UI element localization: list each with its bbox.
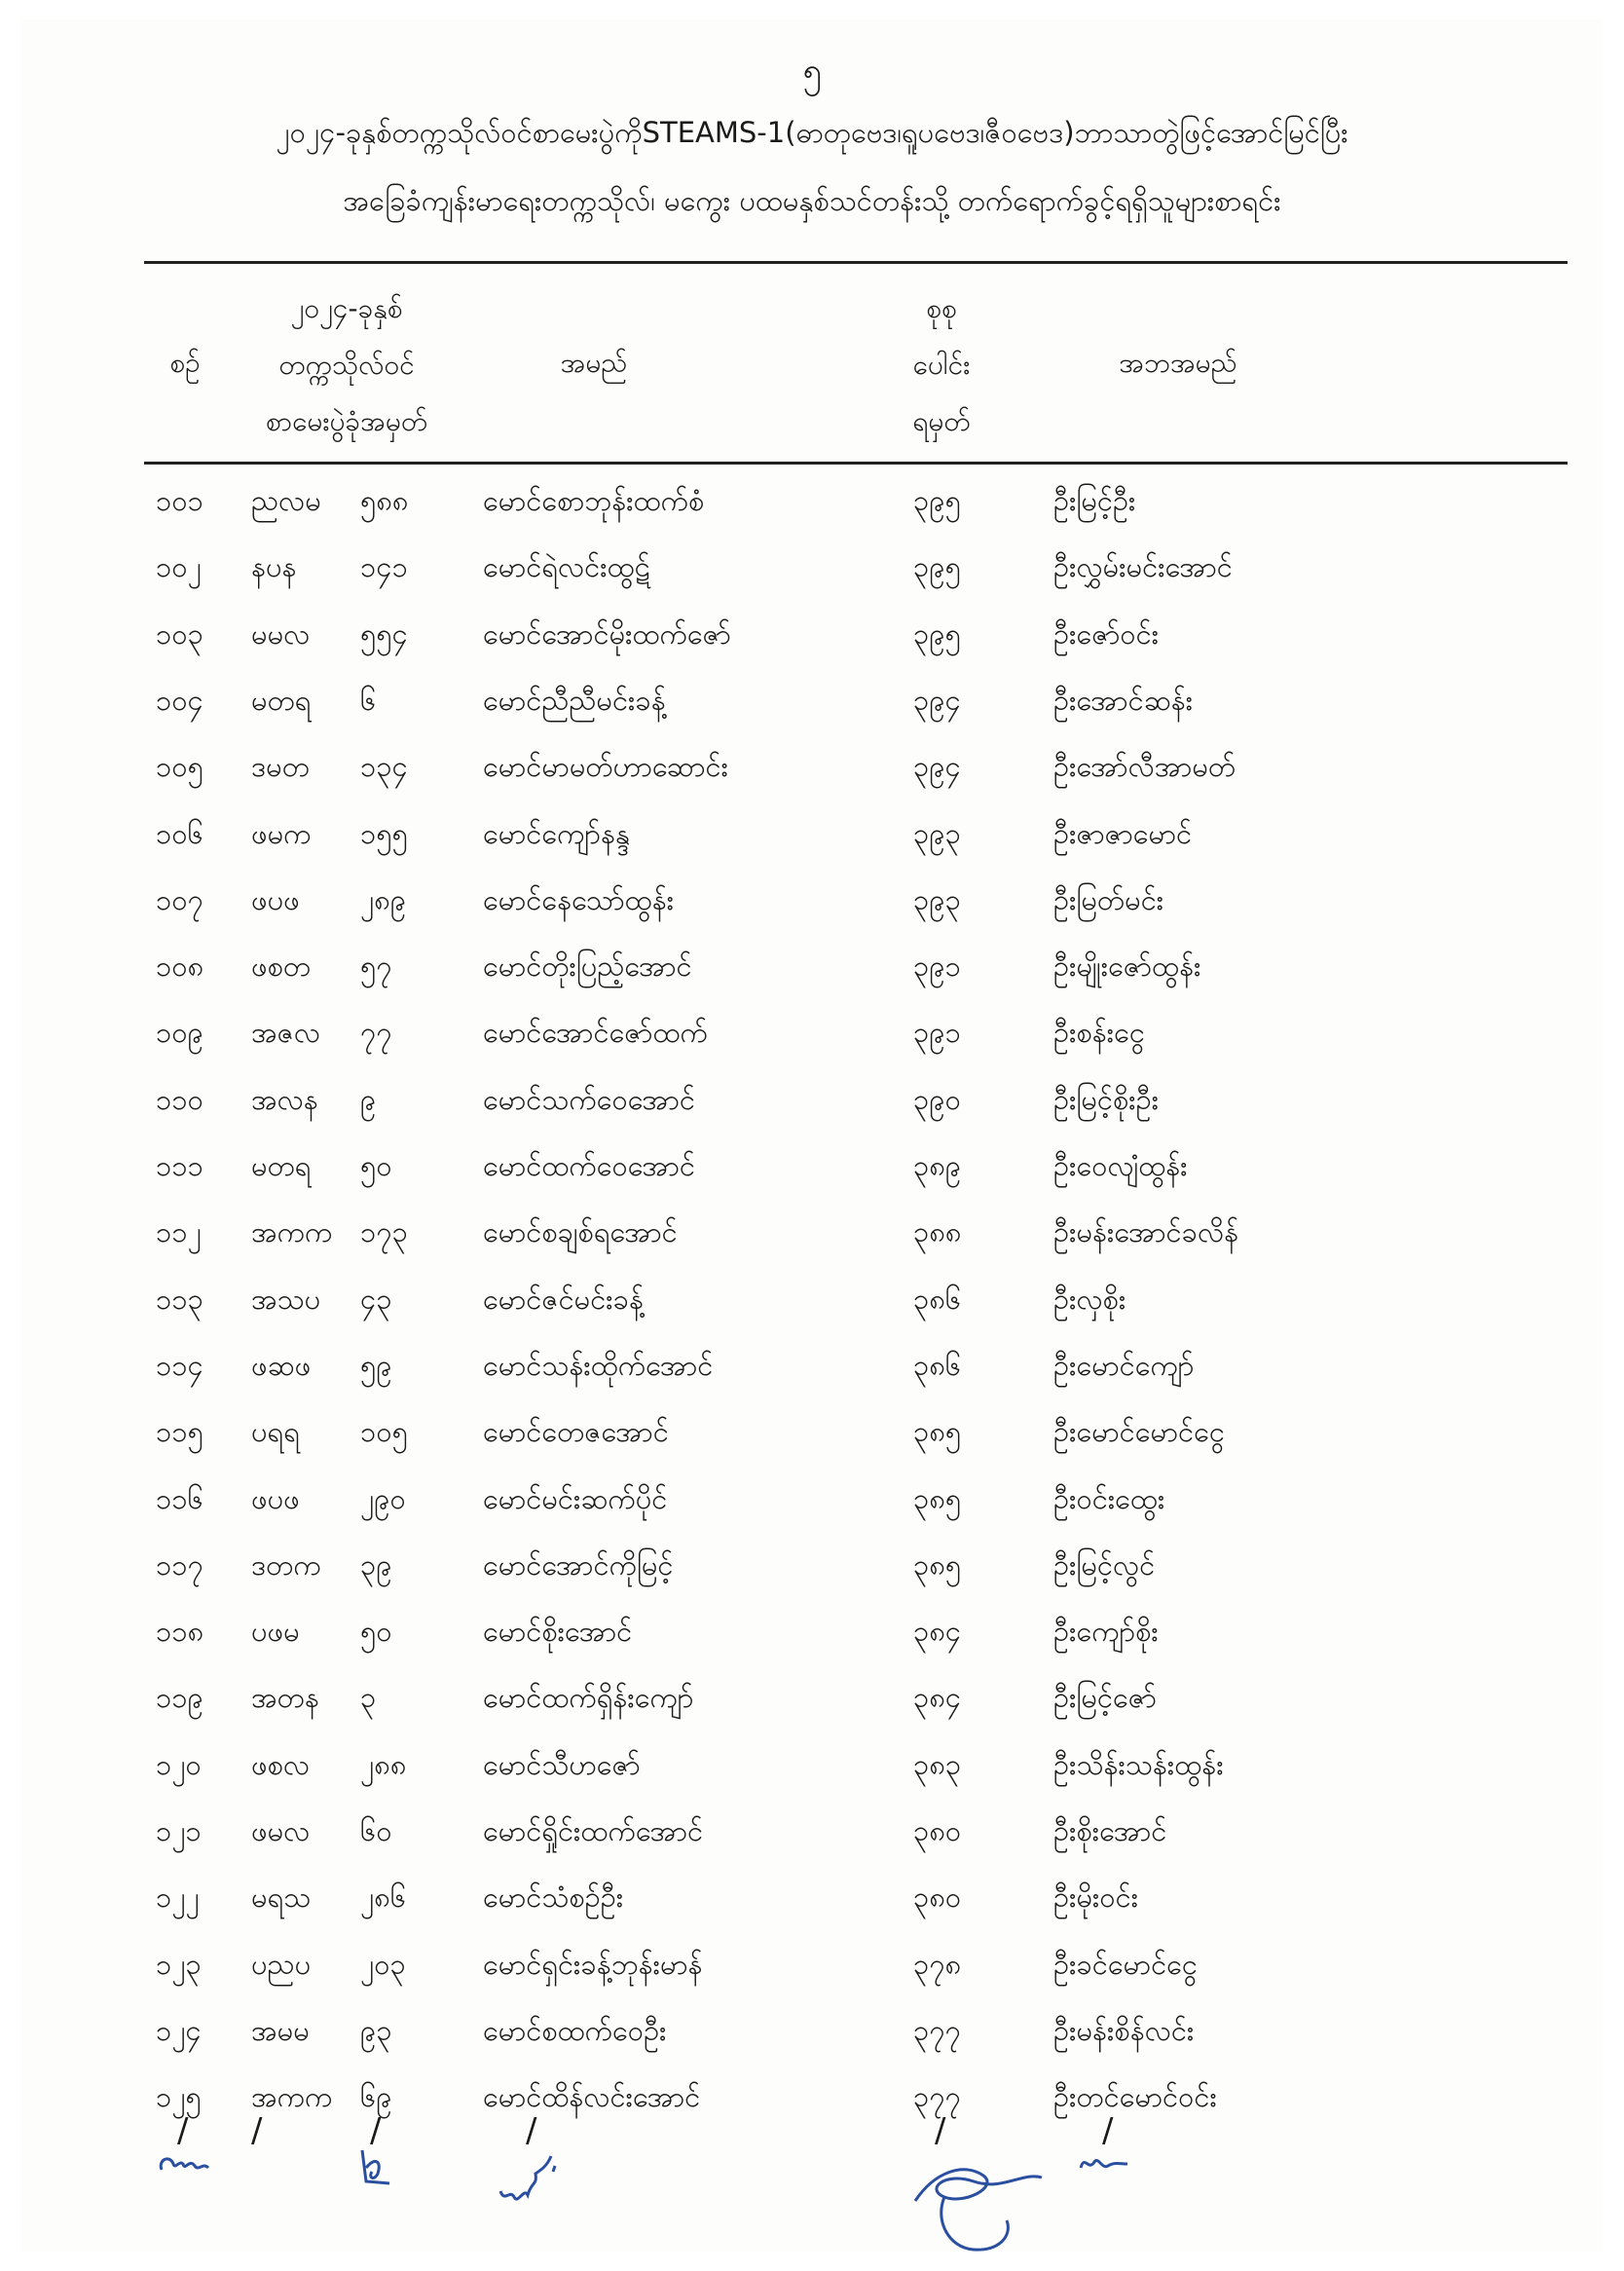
cell-total-marks: ၃၈၈ (913, 1215, 962, 1249)
cell-exam-code: မမလ (251, 616, 311, 651)
cell-exam-code: အလန (251, 1082, 318, 1116)
cell-total-marks: ၃၉၁ (913, 1016, 961, 1050)
cell-father-name: ဦးမြင့်ဦး (1053, 484, 1136, 517)
cell-index: ၁၀၅ (156, 750, 203, 784)
table-row (0, 1266, 1624, 1332)
header-marks-line1: စုစု (926, 292, 957, 324)
cell-father-name: ဦးမြင့်ဇော် (1053, 1681, 1157, 1715)
cell-father-name: ဦးမောင်မောင်ငွေ (1053, 1415, 1225, 1449)
header-marks-line2: ပေါင်း (912, 349, 971, 381)
table-row (0, 1731, 1624, 1798)
cell-exam-code: အတန (251, 1681, 319, 1715)
cell-total-marks: ၃၉၁ (913, 949, 961, 984)
signature-initials-3 (495, 2142, 572, 2211)
table-row (0, 667, 1624, 733)
cell-exam-code: ဖမလ (251, 1814, 311, 1847)
table-row (0, 1332, 1624, 1398)
header-exam-no-line1: ၂၀၂၄-ခုနှစ် (290, 292, 403, 324)
cell-exam-code: ဖဆဖ (251, 1348, 312, 1382)
table-row (0, 601, 1624, 667)
cell-exam-number: ၃၉ (360, 1547, 392, 1582)
cell-index: ၁၁၆ (156, 1481, 203, 1515)
cell-total-marks: ၃၈၅ (913, 1481, 962, 1515)
table-row (0, 1532, 1624, 1598)
cell-exam-number: ၆၀ (360, 1814, 392, 1847)
cell-index: ၁၁၅ (156, 1415, 203, 1449)
table-row (0, 1864, 1624, 1930)
cell-father-name: ဦးဝင်းထွေး (1053, 1481, 1165, 1515)
cell-exam-code: ဒမတ (251, 750, 310, 784)
cell-exam-number: ၂၈၉ (360, 882, 407, 916)
cell-index: ၁၂၀ (156, 1747, 202, 1781)
page-number: ၅ (802, 52, 822, 91)
cell-name: မောင်မင်းဆက်ပိုင် (483, 1481, 668, 1515)
cell-name: မောင်ရဲလင်းထွဋ် (483, 550, 650, 584)
cell-exam-code: နပန (251, 550, 297, 584)
cell-total-marks: ၃၈၃ (913, 1747, 962, 1781)
signature-tick: / (177, 2111, 189, 2150)
cell-index: ၁၁၇ (156, 1547, 203, 1582)
cell-exam-code: ဖပဖ (251, 1481, 300, 1515)
signature-initials-2 (352, 2139, 401, 2197)
cell-total-marks: ၃၈၄ (913, 1681, 962, 1715)
cell-exam-number: ၂၀၃ (360, 1947, 406, 1981)
cell-father-name: ဦးအောင်ဆန်း (1053, 683, 1194, 717)
cell-name: မောင်နေသော်ထွန်း (483, 882, 675, 916)
cell-exam-code: ဖမက (251, 816, 312, 850)
cell-total-marks: ၃၇၇ (913, 2080, 961, 2114)
cell-name: မောင်စိုးအောင် (483, 1615, 633, 1649)
cell-exam-number: ၁၅၅ (360, 816, 408, 850)
header-father-name: အဘအမည် (1119, 347, 1237, 379)
cell-name: မောင်သက်ဝေအောင် (483, 1082, 696, 1116)
cell-father-name: ဦးမြင့်လွင် (1053, 1547, 1156, 1582)
table-row (0, 1133, 1624, 1199)
table-row (0, 999, 1624, 1065)
cell-father-name: ဦးမိုးဝင်း (1053, 1880, 1139, 1915)
table-row (0, 800, 1624, 867)
cell-name: မောင်သီဟဇော် (483, 1747, 641, 1781)
cell-exam-number: ၅၉ (360, 1348, 392, 1382)
cell-exam-code: မတရ (251, 1149, 312, 1182)
table-row (0, 1798, 1624, 1864)
cell-exam-number: ၅၇ (360, 949, 392, 984)
cell-index: ၁၀၉ (156, 1016, 203, 1050)
cell-total-marks: ၃၇၈ (913, 1947, 962, 1981)
cell-total-marks: ၃၈၄ (913, 1615, 962, 1649)
cell-exam-number: ၁၃၄ (360, 750, 408, 784)
cell-total-marks: ၃၈၆ (913, 1348, 962, 1382)
cell-index: ၁၁၈ (156, 1615, 204, 1649)
cell-exam-code: ဒတက (251, 1547, 321, 1582)
cell-index: ၁၁၃ (156, 1282, 203, 1316)
header-index: စဉ် (169, 347, 201, 379)
cell-exam-number: ၆ (360, 683, 377, 717)
cell-father-name: ဦးဇာဇာမောင် (1053, 816, 1193, 850)
cell-total-marks: ၃၉၀ (913, 1082, 961, 1116)
cell-father-name: ဦးဝေလျံထွန်း (1053, 1149, 1188, 1182)
cell-index: ၁၀၁ (156, 484, 203, 517)
cell-exam-number: ၁၇၃ (360, 1215, 408, 1249)
cell-exam-number: ၃ (360, 1681, 377, 1715)
table-row (0, 467, 1624, 534)
cell-index: ၁၀၇ (156, 882, 203, 916)
cell-total-marks: ၃၈၀ (913, 1814, 962, 1847)
cell-father-name: ဦးသိန်းသန်းထွန်း (1053, 1747, 1224, 1781)
cell-exam-code: ပညပ (251, 1947, 312, 1981)
header-exam-no-line2: တက္ကသိုလ်ဝင် (278, 349, 415, 381)
cell-exam-code: မတရ (251, 683, 312, 717)
table-row (0, 933, 1624, 999)
cell-father-name: ဦးမောင်ကျော် (1053, 1348, 1195, 1382)
cell-exam-number: ၅၀ (360, 1615, 392, 1649)
cell-name: မောင်အောင်ကိုမြင့် (483, 1547, 674, 1582)
table-row (0, 1997, 1624, 2064)
cell-father-name: ဦးကျော်စိုး (1053, 1615, 1159, 1649)
cell-father-name: ဦးမန်းစိန်လင်း (1053, 2013, 1195, 2047)
cell-exam-number: ၂၉၀ (360, 1481, 406, 1515)
cell-total-marks: ၃၉၃ (913, 882, 961, 916)
cell-exam-number: ၁၀၅ (360, 1415, 408, 1449)
cell-index: ၁၁၂ (156, 1215, 202, 1249)
cell-total-marks: ၃၈၅ (913, 1547, 962, 1582)
cell-index: ၁၂၂ (156, 1880, 200, 1915)
cell-name: မောင်ညီညီမင်းခန့် (483, 683, 666, 717)
cell-name: မောင်သန်းထိုက်အောင် (483, 1348, 714, 1382)
cell-father-name: ဦးလှစိုး (1053, 1282, 1126, 1316)
table-row (0, 1466, 1624, 1532)
cell-exam-number: ၅၈၈ (360, 484, 409, 517)
cell-total-marks: ၃၉၅ (913, 550, 961, 584)
cell-name: မောင်အောင်မိုးထက်ဇော် (483, 616, 731, 651)
cell-exam-number: ၅၅၄ (360, 616, 408, 651)
cell-index: ၁၀၂ (156, 550, 202, 584)
table-row (0, 1598, 1624, 1664)
cell-father-name: ဦးစန်းငွေ (1053, 1016, 1145, 1050)
cell-total-marks: ၃၈၆ (913, 1282, 962, 1316)
cell-total-marks: ၃၉၅ (913, 616, 961, 651)
signature-initials-1 (156, 2142, 214, 2181)
cell-index: ၁၀၈ (156, 949, 204, 984)
cell-father-name: ဦးလွှမ်းမင်းအောင် (1053, 550, 1233, 584)
cell-index: ၁၂၅ (156, 2080, 202, 2114)
cell-exam-code: ညလမ (251, 484, 321, 517)
table-header-rule (144, 462, 1568, 465)
cell-exam-number: ၁၄၁ (360, 550, 408, 584)
cell-total-marks: ၃၉၄ (913, 683, 961, 717)
table-row (0, 1199, 1624, 1265)
table-row (0, 1664, 1624, 1731)
cell-total-marks: ၃၉၄ (913, 750, 961, 784)
cell-exam-number: ၂၈၆ (360, 1880, 407, 1915)
signature-tick: / (370, 2111, 382, 2150)
header-exam-no-line3: စာမေးပွဲခုံအမှတ် (265, 405, 428, 437)
cell-exam-number: ၅၀ (360, 1149, 392, 1182)
cell-name: မောင်ထိန်လင်းအောင် (483, 2080, 701, 2114)
cell-total-marks: ၃၈၀ (913, 1880, 962, 1915)
table-row (0, 1066, 1624, 1133)
cell-index: ၁၁၁ (156, 1149, 203, 1182)
cell-exam-number: ၉၃ (360, 2013, 392, 2047)
cell-exam-code: ဖစလ (251, 1747, 311, 1781)
header-name: အမည် (560, 347, 628, 379)
table-row (0, 1931, 1624, 1997)
cell-exam-number: ၆၉ (360, 2080, 392, 2114)
table-row (0, 733, 1624, 800)
cell-name: မောင်စထက်ဝေဦး (483, 2013, 667, 2047)
table-top-rule (144, 261, 1568, 264)
cell-exam-code: အသပ (251, 1282, 321, 1316)
cell-father-name: ဦးမြင့်စိုးဦး (1053, 1082, 1160, 1116)
cell-name: မောင်ရှိုင်းထက်အောင် (483, 1814, 704, 1847)
cell-name: မောင်ဇင်မင်းခန့် (483, 1282, 644, 1316)
cell-index: ၁၀၃ (156, 616, 203, 651)
cell-total-marks: ၃၈၉ (913, 1149, 962, 1182)
signature-tick: / (935, 2111, 946, 2150)
cell-exam-code: အကက (251, 2080, 333, 2114)
cell-total-marks: ၃၈၅ (913, 1415, 962, 1449)
table-row (0, 867, 1624, 933)
cell-exam-code: ပဖမ (251, 1615, 300, 1649)
cell-name: မောင်တေဇအောင် (483, 1415, 669, 1449)
title-line-2: အခြေခံကျန်းမာရေးတက္ကသိုလ်၊ မကွေး ပထမနှစ်သင်တန်းသို့ တက်ရောက်ခွင့်ရရှိသူများစာရင်း (343, 184, 1281, 217)
cell-father-name: ဦးမြတ်မင်း (1053, 882, 1164, 916)
cell-exam-code: ဖစတ (251, 949, 312, 984)
cell-exam-code: မရသ (251, 1880, 312, 1915)
cell-name: မောင်မာမတ်ဟာဆောင်း (483, 750, 728, 784)
cell-name: မောင်ကျော်နန္ဒ (483, 816, 630, 850)
cell-exam-code: အဇလ (251, 1016, 321, 1050)
signature-ticks (0, 2111, 1624, 2150)
cell-father-name: ဦးမန်းအောင်ခလိန် (1053, 1215, 1239, 1249)
cell-name: မောင်ထက်ဝေအောင် (483, 1149, 696, 1182)
cell-index: ၁၂၁ (156, 1814, 202, 1847)
cell-exam-code: ပရရ (251, 1415, 300, 1449)
table-row (0, 534, 1624, 600)
cell-index: ၁၁၉ (156, 1681, 203, 1715)
cell-index: ၁၂၃ (156, 1947, 202, 1981)
cell-name: မောင်ထက်ရှိန်းကျော် (483, 1681, 694, 1715)
cell-exam-code: ဖပဖ (251, 882, 300, 916)
cell-father-name: ဦးခင်မောင်ငွေ (1053, 1947, 1199, 1981)
cell-exam-number: ၂၈၈ (360, 1747, 407, 1781)
cell-name: မောင်ရှင်းခန့်ဘုန်းမာန် (483, 1947, 703, 1981)
cell-exam-code: အမမ (251, 2013, 310, 2047)
cell-father-name: ဦးစိုးအောင် (1053, 1814, 1167, 1847)
signature-tick: / (526, 2111, 537, 2150)
cell-index: ၁၁၄ (156, 1348, 203, 1382)
cell-total-marks: ၃၉၅ (913, 484, 961, 517)
table-row (0, 1398, 1624, 1465)
cell-father-name: ဦးအော်လီအာမတ် (1053, 750, 1236, 784)
cell-father-name: ဦးဇော်ဝင်း (1053, 616, 1160, 651)
header-marks-line3: ရမှတ် (912, 405, 971, 437)
cell-exam-number: ၉ (360, 1082, 377, 1116)
title-line-1: ၂၀၂၄-ခုနှစ်တက္ကသိုလ်ဝင်စာမေးပွဲကိုSTEAMS-1(ဓာတုဗေဒ၊ရူပဗေဒ၊ဇီဝဗေဒ)ဘာသာတွဲဖြင့်အောင်မြင်ပြီး (276, 116, 1348, 149)
cell-father-name: ဦးတင်မောင်ဝင်း (1053, 2080, 1217, 2114)
cell-name: မောင်သံစဉ်ဦး (483, 1880, 624, 1915)
cell-index: ၁၂၄ (156, 2013, 202, 2047)
cell-total-marks: ၃၉၃ (913, 816, 961, 850)
cell-index: ၁၀၆ (156, 816, 203, 850)
signature-tick: / (1102, 2111, 1114, 2150)
cell-name: မောင်အောင်ဇော်ထက် (483, 1016, 708, 1050)
cell-father-name: ဦးမျိုးဇော်ထွန်း (1053, 949, 1201, 984)
signature-mark-4 (905, 2142, 1052, 2259)
cell-index: ၁၁၀ (156, 1082, 203, 1116)
cell-index: ၁၀၄ (156, 683, 203, 717)
cell-total-marks: ၃၇၇ (913, 2013, 961, 2047)
cell-exam-number: ၇၇ (360, 1016, 392, 1050)
cell-name: မောင်စောဘုန်းထက်စံ (483, 484, 705, 517)
cell-name: မောင်စချစ်ရအောင် (483, 1215, 678, 1249)
signature-mark-5 (1075, 2148, 1133, 2178)
cell-name: မောင်တိုးပြည့်အောင် (483, 949, 692, 984)
cell-exam-code: အကက (251, 1215, 333, 1249)
cell-exam-number: ၄၃ (360, 1282, 392, 1316)
signature-tick: / (251, 2111, 263, 2150)
